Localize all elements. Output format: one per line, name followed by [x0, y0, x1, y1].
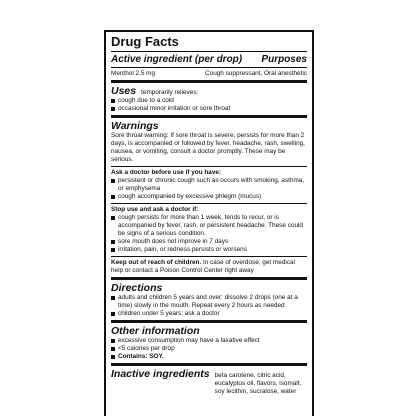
bullet-icon	[111, 248, 115, 252]
bullet-icon	[111, 240, 115, 244]
stop-use-label: Stop use and ask a doctor if:	[111, 206, 199, 213]
divider	[111, 51, 307, 52]
divider	[111, 67, 307, 68]
list-item: persistent or chronic cough such as occurs with smoking, asthma, or emphysema	[111, 177, 307, 193]
keep-out-text: In case of overdose, get medical help or contact a Poison Control Center right away	[111, 259, 295, 274]
divider	[111, 256, 307, 257]
bullet-icon	[111, 99, 115, 103]
ask-doctor-list	[111, 177, 307, 201]
list-item: irritation, pain, or redness persists or worsens	[111, 246, 307, 254]
inactive-ingredients-text: beta carotene, citric acid, eucalyptus oil, flavors, isomalt, soy lecithin, sucralose, water	[214, 372, 302, 395]
bullet-icon	[111, 216, 115, 220]
drug-facts-title: Drug Facts	[111, 34, 179, 49]
list-item: excessive consumption may have a laxative effect	[111, 337, 307, 345]
keep-out-of-reach	[111, 259, 307, 275]
list-item: Contains: SOY.	[111, 353, 307, 361]
uses-list	[111, 97, 307, 113]
bullet-icon	[111, 195, 115, 199]
bullet-icon	[111, 355, 115, 359]
warnings-label: Warnings	[111, 120, 159, 132]
inactive-ingredients-label: Inactive ingredients	[111, 368, 210, 380]
divider	[111, 115, 307, 118]
sore-throat-warning: Sore throat warning: If sore throat is severe, persists for more than 2 days, is accompanied or followed by fever, headache, rash, swelling, nausea, or vomiting, consult a doctor promptly. These may be serious.	[111, 132, 305, 163]
divider	[111, 166, 307, 167]
bullet-icon	[111, 347, 115, 351]
inactive-ingredients	[111, 368, 307, 396]
bullet-icon	[111, 107, 115, 111]
list-item: <5 calories per drop	[111, 345, 307, 353]
other-information-list	[111, 337, 307, 361]
list-item: occasional minor irritation or sore throat	[111, 105, 307, 113]
active-ingredient-header	[111, 54, 307, 65]
bullet-icon	[111, 339, 115, 343]
active-ingredient-row	[111, 70, 307, 78]
divider	[111, 80, 307, 83]
list-item: adults and children 5 years and over: dissolve 2 drops (one at a time) slowly in the mouth. Repeat every 2 hours as needed	[111, 294, 307, 310]
directions-label: Directions	[111, 282, 163, 294]
active-ingredient-label: Active ingredient (per drop)	[111, 54, 243, 65]
active-ingredient-purpose: Cough suppressant, Oral anesthetic	[205, 70, 307, 77]
other-information-label: Other information	[111, 325, 200, 337]
keep-out-label: Keep out of reach of children.	[111, 259, 202, 266]
list-item: sore mouth does not improve in 7 days	[111, 238, 307, 246]
uses-label: Uses	[111, 85, 137, 97]
drug-facts-panel	[104, 30, 314, 416]
purposes-label: Purposes	[261, 54, 307, 65]
uses-intro: temporarily relieves:	[141, 89, 199, 96]
stop-use-list	[111, 214, 307, 254]
list-item: cough persists for more than 1 week, tends to recur, or is accompanied by fever, rash, or persistent headache. These could be signs of a serious condition.	[111, 214, 307, 238]
divider	[111, 320, 307, 323]
ask-doctor-label: Ask a doctor before use if you have:	[111, 169, 222, 176]
bullet-icon	[111, 296, 115, 300]
list-item: cough due to a cold	[111, 97, 307, 105]
divider	[111, 277, 307, 280]
divider	[111, 203, 307, 204]
bullet-icon	[111, 179, 115, 183]
list-item: children under 5 years: ask a doctor	[111, 310, 307, 318]
bullet-icon	[111, 312, 115, 316]
uses-header	[111, 85, 307, 97]
active-ingredient-name: Menthol 2.5 mg	[111, 70, 156, 77]
list-item: cough accompanied by excessive phlegm (mucus)	[111, 193, 307, 201]
directions-list	[111, 294, 307, 318]
divider	[111, 363, 307, 366]
